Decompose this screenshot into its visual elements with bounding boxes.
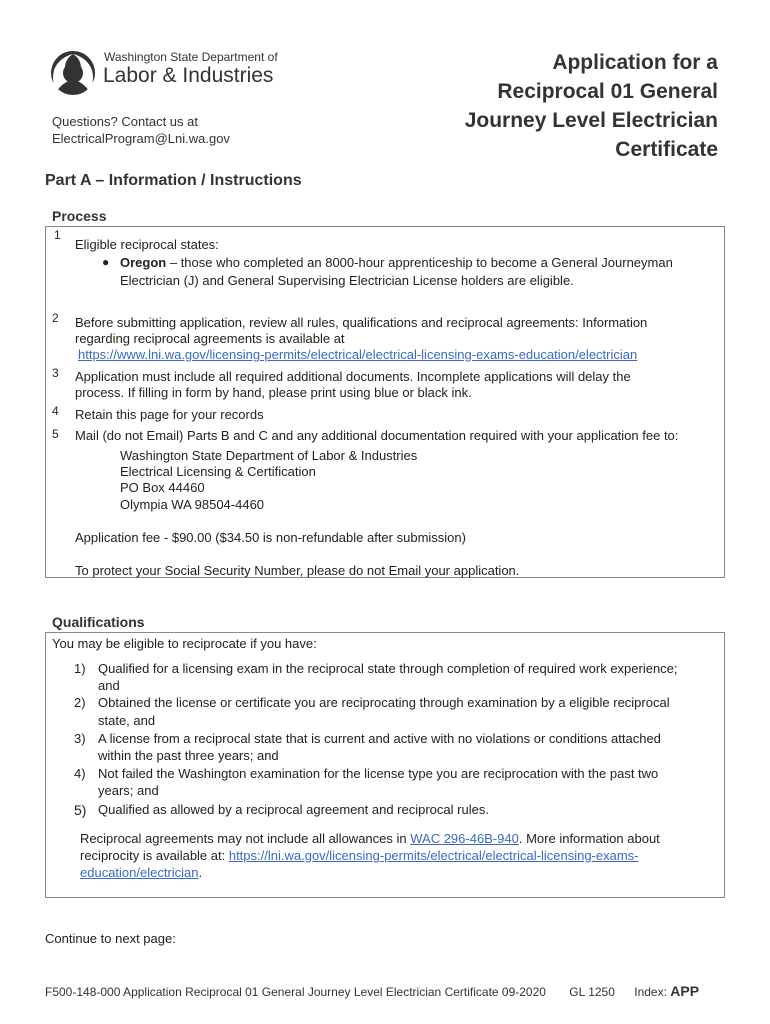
item-number: 1 — [54, 228, 61, 242]
logo-text-department: Labor & Industries — [103, 64, 274, 87]
process-item-5: Mail (do not Email) Parts B and C and any additional documentation required with your application fee to: — [75, 428, 679, 443]
address-line: Electrical Licensing & Certification — [120, 464, 316, 479]
item-number: 2 — [52, 311, 59, 325]
ssn-notice: To protect your Social Security Number, please do not Email your application. — [75, 563, 520, 578]
reciprocity-link[interactable]: https://lni.wa.gov/licensing-permits/electrical/electrical-licensing-exams- — [228, 848, 639, 863]
process-item-3: Application must include all required additional documents. Incomplete applications will delay the — [75, 369, 631, 384]
process-item-4: Retain this page for your records — [75, 407, 264, 422]
list-item-cont: within the past three years; and — [98, 748, 279, 763]
index-label: Index: — [634, 985, 671, 999]
footer — [45, 983, 699, 999]
list-number: 5) — [74, 802, 87, 818]
qualifications-box — [45, 632, 725, 898]
process-box — [45, 226, 725, 578]
reciprocal-note-line3 — [80, 865, 202, 881]
list-number: 2) — [74, 695, 86, 710]
list-item: A license from a reciprocal state that is current and active with no violations or conditions attached — [98, 731, 661, 746]
oregon-detail-line2: Electrician (J) and General Supervising Electrician License holders are eligible. — [120, 273, 574, 288]
address-line: PO Box 44460 — [120, 480, 205, 495]
oregon-detail: – those who completed an 8000-hour apprenticeship to become a General Journeyman — [166, 255, 673, 270]
title-line: Journey Level Electrician — [464, 109, 718, 132]
bullet-icon: ● — [102, 255, 110, 269]
form-id: F500-148-000 Application Reciprocal 01 General Journey Level Electrician Certificate 09-2020 — [45, 985, 546, 999]
address-line: Olympia WA 98504-4460 — [120, 497, 265, 512]
title-line: Certificate — [615, 138, 718, 161]
process-heading: Process — [52, 208, 107, 224]
process-item-3-line2: process. If filling in form by hand, please print using blue or black ink. — [75, 385, 472, 400]
title-line: Application for a — [552, 51, 718, 74]
logo-text-agency: Washington State Department of — [104, 50, 278, 64]
list-item-cont: state, and — [98, 713, 156, 728]
continue-text: Continue to next page: — [45, 931, 176, 946]
note-text: . More information about — [518, 831, 660, 846]
reciprocal-note — [80, 831, 660, 847]
qualifications-heading: Qualifications — [52, 614, 145, 630]
list-number: 4) — [74, 766, 86, 781]
item-number: 5 — [52, 427, 59, 441]
application-fee: Application fee - $90.00 ($34.50 is non-refundable after submission) — [75, 530, 466, 545]
reciprocity-link-cont[interactable]: education/electrician — [80, 865, 199, 880]
gl-code: GL 1250 — [569, 985, 615, 999]
lni-logo-icon — [50, 44, 96, 98]
item-number: 3 — [52, 366, 59, 380]
contact-label: Questions? Contact us at — [52, 114, 198, 129]
reciprocal-note-line2 — [80, 848, 639, 864]
lni-electrician-link[interactable]: https://www.lni.wa.gov/licensing-permits/electrical/electrical-licensing-exams-education/electrician — [78, 347, 638, 362]
page-title — [388, 48, 718, 164]
note-text: . — [198, 865, 203, 880]
contact-email[interactable]: ElectricalProgram@Lni.wa.gov — [52, 131, 230, 146]
list-item: Qualified for a licensing exam in the reciprocal state through completion of required work experience; — [98, 661, 678, 676]
process-item-2: Before submitting application, review all rules, qualifications and reciprocal agreements: Information — [75, 315, 648, 330]
index-value: APP — [670, 983, 700, 999]
title-line: Reciprocal 01 General — [497, 80, 718, 103]
list-number: 1) — [74, 661, 86, 676]
note-text: Reciprocal agreements may not include all allowances in — [80, 831, 411, 846]
part-a-heading: Part A – Information / Instructions — [45, 172, 302, 189]
list-item-cont: years; and — [98, 783, 159, 798]
address-line: Washington State Department of Labor & Industries — [120, 448, 418, 463]
note-text: reciprocity is available at: — [80, 848, 229, 863]
process-item-1: Eligible reciprocal states: — [75, 237, 219, 252]
oregon-label: Oregon — [120, 255, 167, 270]
process-item-2-line2: regarding reciprocal agreements is available at — [75, 331, 345, 346]
list-item: Obtained the license or certificate you are reciprocating through examination by a eligible reciprocal — [98, 695, 670, 710]
lni-logo — [50, 44, 280, 99]
list-item: Not failed the Washington examination for the license type you are reciprocation with the past two — [98, 766, 659, 781]
item-number: 4 — [52, 404, 59, 418]
contact-info — [52, 113, 230, 147]
qualifications-intro: You may be eligible to reciprocate if you have: — [52, 636, 317, 651]
list-number: 3) — [74, 731, 86, 746]
oregon-bullet — [120, 255, 673, 271]
list-item-cont: and — [98, 678, 120, 693]
list-item: Qualified as allowed by a reciprocal agreement and reciprocal rules. — [98, 802, 489, 817]
wac-link[interactable]: WAC 296-46B-940 — [410, 831, 519, 846]
